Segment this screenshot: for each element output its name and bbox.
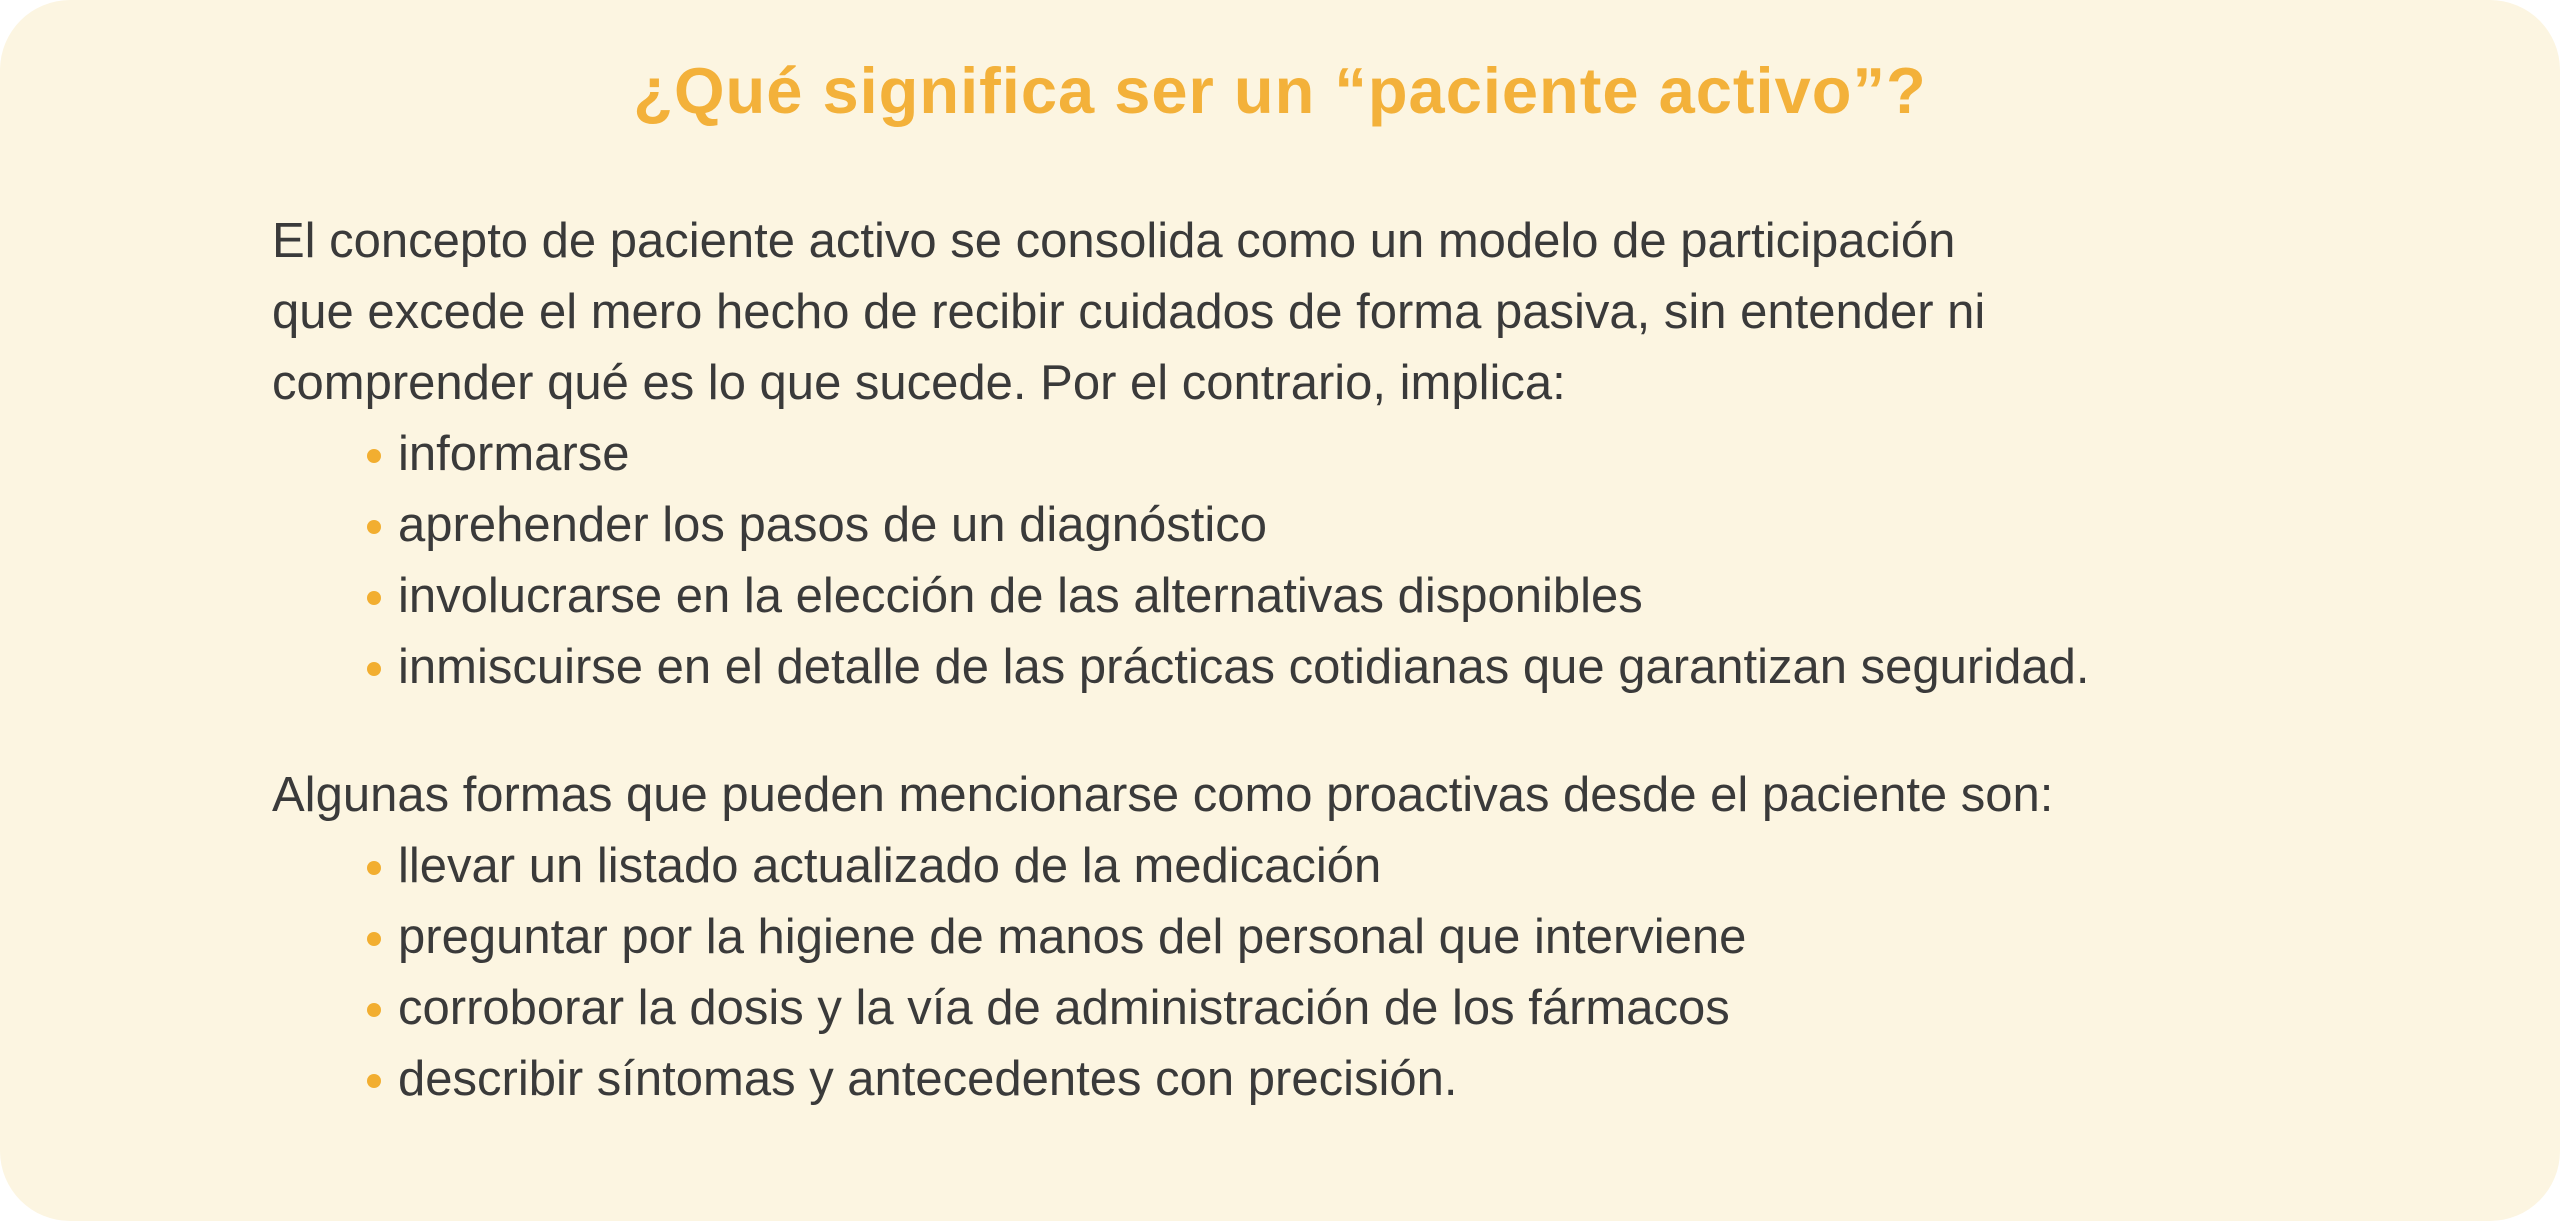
list-item: [367, 831, 2380, 902]
page-title: ¿Qué significa ser un “paciente activo”?: [633, 54, 1927, 127]
list-item: [367, 419, 2380, 490]
list-item-text: informarse: [398, 427, 630, 481]
card-content: [272, 206, 2380, 1115]
bullet-icon: [367, 662, 381, 676]
bullet-icon: [367, 449, 381, 463]
list-item-text: preguntar por la higiene de manos del personal que interviene: [398, 910, 1747, 964]
intro-paragraph: [272, 760, 2380, 831]
bullet-icon: [367, 932, 381, 946]
bullet-icon: [367, 520, 381, 534]
paragraph-line: comprender qué es lo que sucede. Por el contrario, implica:: [272, 356, 1566, 410]
list-item: [367, 490, 2380, 561]
list-item-text: corroborar la dosis y la vía de administración de los fármacos: [398, 981, 1730, 1035]
bullet-icon: [367, 1074, 381, 1088]
list-item: [367, 561, 2380, 632]
list-item-text: llevar un listado actualizado de la medicación: [398, 839, 1382, 893]
bullet-icon: [367, 1003, 381, 1017]
list-item-text: aprehender los pasos de un diagnóstico: [398, 498, 1268, 552]
list-item-text: inmiscuirse en el detalle de las prácticas cotidianas que garantizan seguridad.: [398, 640, 2090, 694]
paragraph-line: que excede el mero hecho de recibir cuidados de forma pasiva, sin entender ni: [272, 285, 1986, 339]
intro-paragraph: [272, 206, 2380, 419]
list-item: [367, 902, 2380, 973]
list-item: [367, 973, 2380, 1044]
bullet-list-implications: [272, 419, 2380, 703]
list-item-text: involucrarse en la elección de las alternativas disponibles: [398, 569, 1643, 623]
list-item-text: describir síntomas y antecedentes con precisión.: [398, 1052, 1458, 1106]
list-item: [367, 1044, 2380, 1115]
section-active-patient-definition: [272, 206, 2380, 703]
bullet-icon: [367, 861, 381, 875]
bullet-icon: [367, 591, 381, 605]
bullet-list-proactive-forms: [272, 831, 2380, 1115]
list-item: [367, 632, 2380, 703]
section-proactive-examples: [272, 760, 2380, 1115]
paragraph-line: El concepto de paciente activo se consolida como un modelo de participación: [272, 214, 1956, 268]
paragraph-line: Algunas formas que pueden mencionarse como proactivas desde el paciente son:: [272, 768, 2054, 822]
